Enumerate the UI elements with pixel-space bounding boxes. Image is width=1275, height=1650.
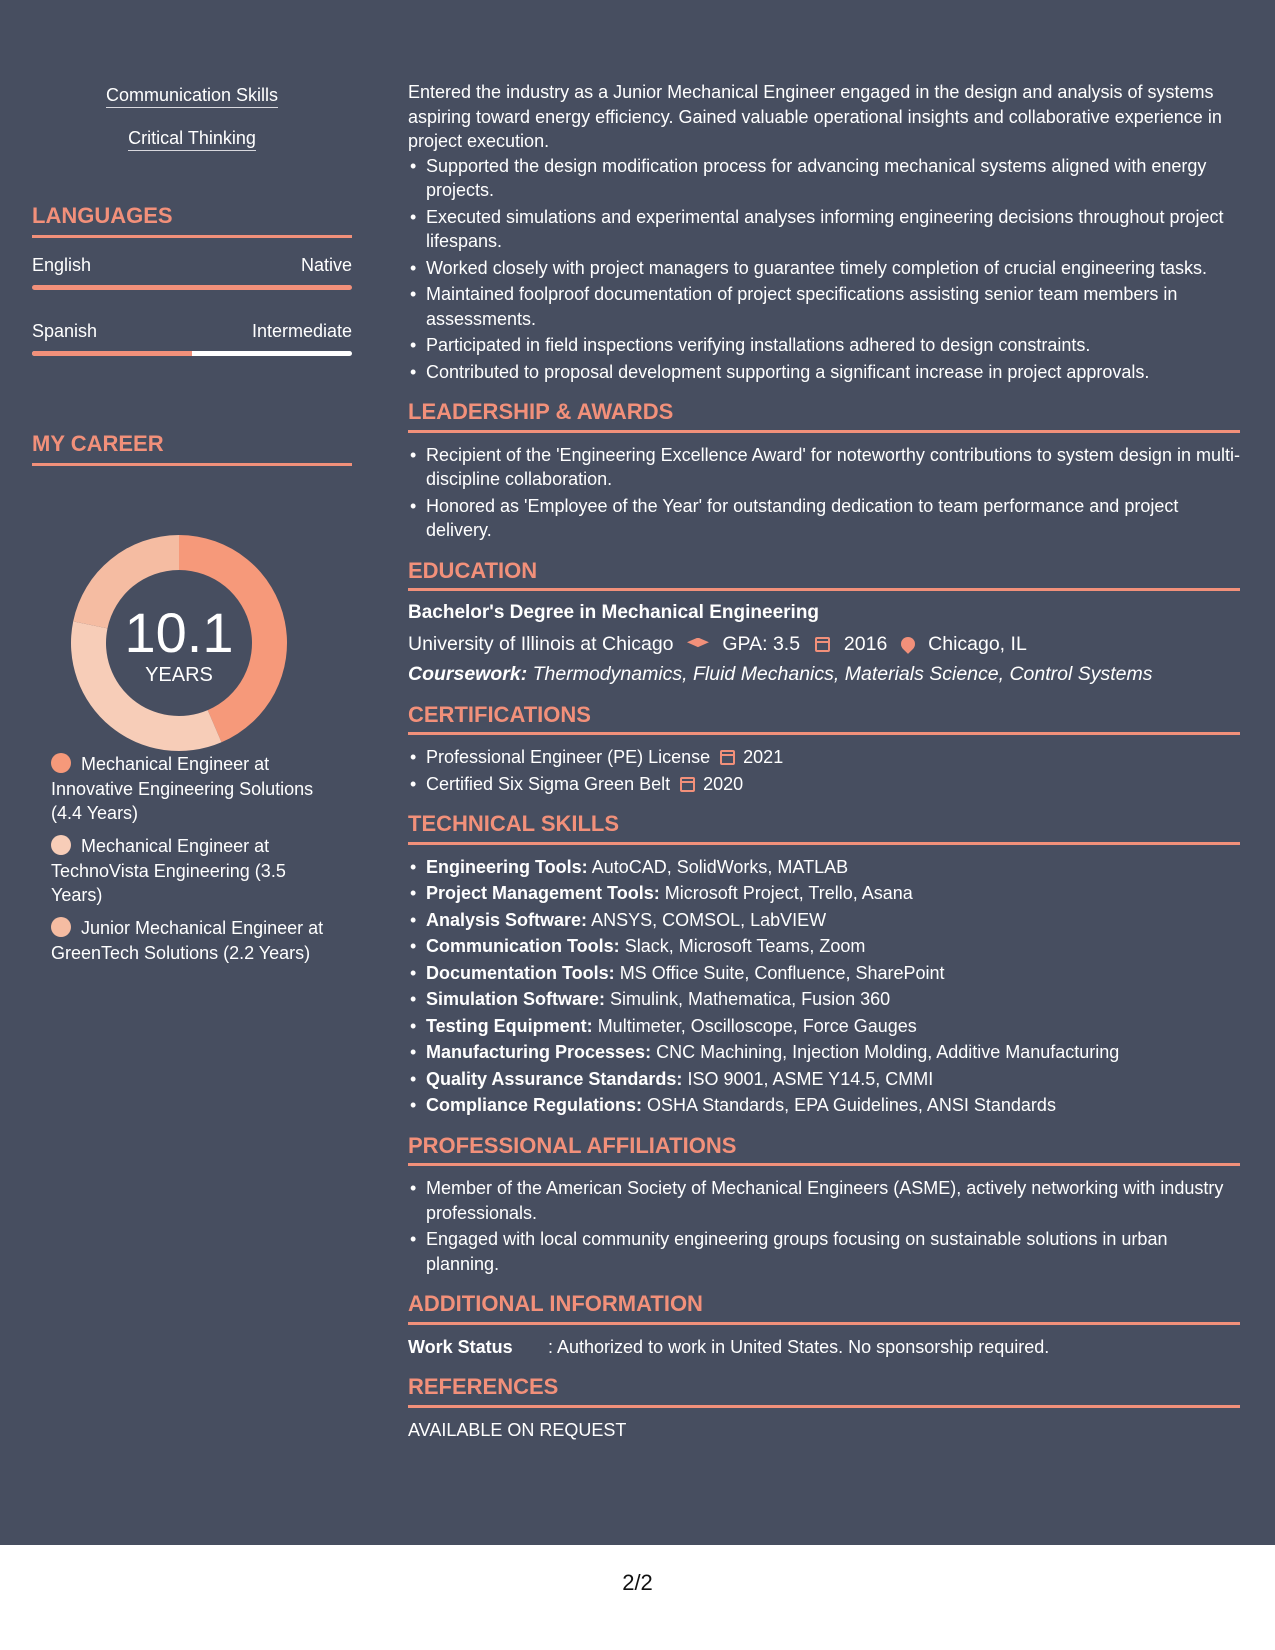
leadership-list [408,443,1240,543]
education-year: 2016 [843,632,888,655]
leadership-heading: LEADERSHIP & AWARDS [408,400,1240,433]
skill-category: Manufacturing Processes: [426,1042,652,1062]
list-item: • Contributed to proposal development supporting a significant increase in project approvals. [408,360,1240,385]
list-item [408,1093,1240,1118]
education-location: Chicago, IL [928,632,1027,655]
skill-category: Project Management Tools: [426,883,660,903]
skill-values: OSHA Standards, EPA Guidelines, ANSI Standards [647,1095,1056,1115]
technical-skills-heading: TECHNICAL SKILLS [408,812,1240,845]
education-heading: EDUCATION [408,559,1240,592]
list-item [408,881,1240,906]
skill-values: ISO 9001, ASME Y14.5, CMMI [687,1068,934,1089]
calendar-icon [680,777,695,792]
location-pin-icon [901,632,915,657]
skill-item [32,128,352,149]
experience-summary: Entered the industry as a Junior Mechanical Engineer engaged in the design and analysis of systems aspiring toward energy efficiency. Gained valuable operational insights and collaborative experience in project execution. [408,82,1222,151]
list-item: • Maintained foolproof documentation of project specifications assisting senior team members in assessments. [408,282,1240,331]
language-proficiency-bar [32,351,352,356]
skill-values: ANSYS, COMSOL, LabVIEW [591,909,827,930]
coursework-value: Thermodynamics, Fluid Mechanics, Materials Science, Control Systems [532,663,1153,685]
skill-values: Simulink, Mathematica, Fusion 360 [610,989,891,1009]
page-footer [0,1545,1275,1650]
skill-values: CNC Machining, Injection Molding, Additive Manufacturing [656,1042,1120,1062]
career-legend-label: Mechanical Engineer at TechnoVista Engineering (3.5 Years) [51,836,286,905]
list-item: • Worked closely with project managers to guarantee timely completion of crucial engineering tasks. [408,256,1240,281]
list-item: • Member of the American Society of Mechanical Engineers (ASME), actively networking with industry professionals. [408,1176,1240,1225]
skill-values: AutoCAD, SolidWorks, MATLAB [591,856,849,877]
technical-skills-list [408,855,1240,1118]
language-proficiency-fill [32,285,352,290]
career-legend-item [51,834,331,908]
list-item [408,934,1240,959]
legend-dot-icon [51,753,71,773]
legend-dot-icon [51,835,71,855]
list-item [408,855,1240,880]
list-item: • Participated in field inspections verifying installations adhered to design constraints. [408,333,1240,358]
career-legend-item [51,752,331,826]
language-row [32,255,352,276]
additional-info-heading: ADDITIONAL INFORMATION [408,1292,1240,1325]
list-item [408,1067,1240,1092]
language-proficiency-fill [32,351,192,356]
legend-dot-icon [51,917,71,937]
certification-year: 2020 [703,773,744,794]
language-name: Spanish [32,321,98,341]
career-legend-label: Mechanical Engineer at Innovative Engineering Solutions (4.4 Years) [51,754,314,823]
languages-heading: LANGUAGES [32,203,352,238]
skill-category: Quality Assurance Standards: [426,1068,683,1089]
language-name: English [32,255,92,275]
skill-category: Simulation Software: [426,989,606,1009]
skill-category: Communication Tools: [426,936,620,956]
list-item: • Recipient of the 'Engineering Excellence Award' for noteworthy contributions to system design in multi-discipline collaboration. [408,443,1240,492]
language-level: Native [300,255,352,275]
skill-category: Compliance Regulations: [426,1095,643,1115]
skill-category: Engineering Tools: [426,856,588,877]
career-heading: MY CAREER [32,431,352,466]
coursework-label: Coursework: [408,663,528,685]
main-content [408,80,1240,1442]
language-level: Intermediate [251,321,352,341]
affiliations-heading: PROFESSIONAL AFFILIATIONS [408,1134,1240,1167]
skill-category: Testing Equipment: [426,1015,593,1036]
education-school: University of Illinois at Chicago [408,632,674,655]
certifications-heading: CERTIFICATIONS [408,703,1240,736]
certification-name: Certified Six Sigma Green Belt [426,773,671,794]
list-item [408,745,1240,770]
list-item [408,772,1240,797]
career-legend-label: Junior Mechanical Engineer at GreenTech Solutions (2.2 Years) [51,918,324,963]
language-row [32,321,352,342]
skill-category: Analysis Software: [426,909,588,930]
list-item: • Supported the design modification process for advancing mechanical systems aligned with energy projects. [408,154,1240,203]
education-gpa: GPA: 3.5 [722,632,801,655]
skill-values: Slack, Microsoft Teams, Zoom [624,936,866,956]
affiliations-list [408,1176,1240,1276]
certifications-list [408,745,1240,796]
references-value: AVAILABLE ON REQUEST [408,1419,627,1440]
certification-name: Professional Engineer (PE) License [426,747,711,767]
work-status-row [408,1335,1240,1360]
list-item: • Executed simulations and experimental analyses informing engineering decisions throughout project lifespans. [408,205,1240,254]
work-status-label: Work Status [408,1336,513,1357]
page-number: 2/2 [622,1570,653,1595]
calendar-icon [815,637,830,652]
list-item [408,1040,1240,1065]
list-item [408,961,1240,986]
list-item: • Engaged with local community engineering groups focusing on sustainable solutions in urban planning. [408,1227,1240,1276]
graduation-cap-icon [687,632,709,657]
language-proficiency-bar [32,285,352,290]
career-legend-item [51,916,331,965]
work-status-value: : Authorized to work in United States. No sponsorship required. [548,1336,1050,1357]
references-heading: REFERENCES [408,1375,1240,1408]
experience-bullets [408,154,1240,385]
education-details [408,632,1240,657]
skill-category: Documentation Tools: [426,962,615,983]
list-item: • Honored as 'Employee of the Year' for outstanding dedication to team performance and project delivery. [408,494,1240,543]
skill-values: Microsoft Project, Trello, Asana [664,883,913,903]
career-total-unit: YEARS [145,664,213,686]
education-coursework [408,662,1240,687]
list-item [408,1014,1240,1039]
list-item [408,908,1240,933]
education-degree: Bachelor's Degree in Mechanical Engineering [408,602,820,623]
skill-label: Critical Thinking [128,128,256,151]
certification-year: 2021 [743,747,784,767]
skill-item [32,85,352,106]
skill-values: Multimeter, Oscilloscope, Force Gauges [597,1015,917,1036]
list-item [408,987,1240,1012]
career-total-years: 10.1 [124,601,234,664]
calendar-icon [720,750,735,765]
skill-label: Communication Skills [106,85,278,108]
skill-values: MS Office Suite, Confluence, SharePoint [619,962,945,983]
